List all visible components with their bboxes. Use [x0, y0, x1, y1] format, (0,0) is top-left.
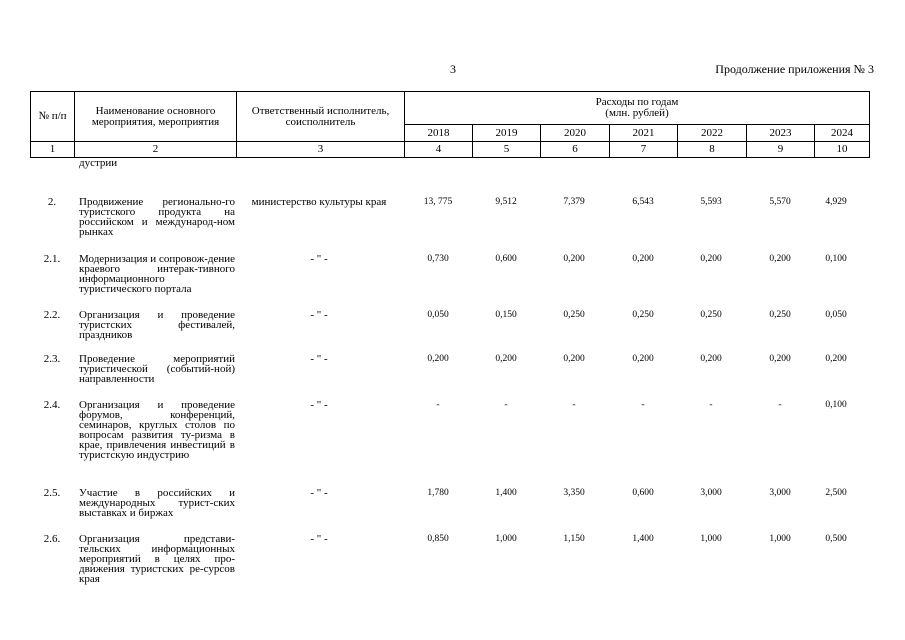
row-number: 2.3. — [43, 353, 61, 365]
value-2023: 5,570 — [769, 197, 791, 207]
value-2021: 0,200 — [632, 354, 654, 364]
value-2023: 0,200 — [769, 354, 791, 364]
value-2024: 2,500 — [825, 488, 847, 498]
row-name: Участие в российских и международных турист-ских выставках и биржах — [79, 487, 235, 519]
value-2018: 0,200 — [427, 354, 449, 364]
column-number: 1 — [31, 142, 75, 158]
column-number: 10 — [815, 142, 870, 158]
header-expenses-unit: (млн. рублей) — [605, 107, 669, 119]
row-number: 2.4. — [43, 399, 61, 411]
value-2023: 0,250 — [769, 310, 791, 320]
value-2021: 0,200 — [632, 254, 654, 264]
value-2019: 0,150 — [495, 310, 517, 320]
header-num: № п/п — [31, 92, 75, 142]
header-responsible: Ответственный исполнитель, соисполнитель — [237, 92, 405, 142]
value-2024: 4,929 — [825, 197, 847, 207]
value-2022: 0,250 — [700, 310, 722, 320]
value-2020: 1,150 — [563, 534, 585, 544]
header-year: 2024 — [815, 125, 870, 142]
header-name: Наименование основного мероприятия, мероприятия — [75, 92, 237, 142]
value-2022: - — [709, 400, 713, 410]
value-2018: 0,730 — [427, 254, 449, 264]
value-2024: 0,500 — [825, 534, 847, 544]
value-2018: - — [436, 400, 440, 410]
value-2021: 6,543 — [632, 197, 654, 207]
value-2020: - — [572, 400, 576, 410]
value-2021: 0,250 — [632, 310, 654, 320]
value-2019: - — [504, 400, 508, 410]
value-2023: 1,000 — [769, 534, 791, 544]
value-2024: 0,200 — [825, 354, 847, 364]
row-responsible: министерство культуры края — [251, 196, 387, 208]
row-responsible: - " - — [310, 399, 328, 411]
row-number: 2.6. — [43, 533, 61, 545]
value-2018: 13, 775 — [423, 197, 453, 207]
value-2021: 0,600 — [632, 488, 654, 498]
value-2021: 1,400 — [632, 534, 654, 544]
header-year: 2019 — [473, 125, 541, 142]
value-2020: 0,200 — [563, 254, 585, 264]
value-2024: 0,050 — [825, 310, 847, 320]
value-2023: 3,000 — [769, 488, 791, 498]
value-2019: 1,000 — [495, 534, 517, 544]
header-year: 2023 — [747, 125, 815, 142]
value-2020: 0,250 — [563, 310, 585, 320]
row-responsible: - " - — [310, 309, 328, 321]
value-2024: 0,100 — [825, 254, 847, 264]
header-year: 2018 — [405, 125, 473, 142]
value-2022: 0,200 — [700, 254, 722, 264]
row-number: 2.2. — [43, 309, 61, 321]
value-2023: - — [778, 400, 782, 410]
row-responsible: - " - — [310, 353, 328, 365]
fragment-text: дустрии — [79, 157, 118, 169]
column-number: 4 — [405, 142, 473, 158]
value-2019: 1,400 — [495, 488, 517, 498]
column-number: 3 — [237, 142, 405, 158]
header-expenses-title: Расходы по годам — [595, 96, 679, 108]
value-2019: 0,200 — [495, 354, 517, 364]
row-number: 2.5. — [43, 487, 61, 499]
table-header — [30, 91, 870, 158]
row-name: Модернизация и сопровож-дение краевого интерак-тивного информационного туристического портала — [79, 253, 235, 295]
value-2018: 1,780 — [427, 488, 449, 498]
header-expenses — [405, 92, 870, 125]
column-number: 2 — [75, 142, 237, 158]
column-number: 8 — [678, 142, 747, 158]
column-number: 7 — [610, 142, 678, 158]
column-number: 5 — [473, 142, 541, 158]
value-2018: 0,850 — [427, 534, 449, 544]
row-name: Организация представи-тельских информационных мероприятий в целях про-движения туристских ре-сурсов края — [79, 533, 235, 585]
column-number: 6 — [541, 142, 610, 158]
value-2022: 3,000 — [700, 488, 722, 498]
row-name: Организация и проведение форумов, конференций, семинаров, круглых столов по вопросам развития ту-ризма в крае, привлечения инвестиций в туристскую индустрию — [79, 399, 235, 461]
value-2022: 1,000 — [700, 534, 722, 544]
value-2020: 7,379 — [563, 197, 585, 207]
page-number: 3 — [450, 62, 456, 76]
value-2019: 0,600 — [495, 254, 517, 264]
header-year: 2022 — [678, 125, 747, 142]
value-2020: 0,200 — [563, 354, 585, 364]
header-year: 2021 — [610, 125, 678, 142]
value-2022: 5,593 — [700, 197, 722, 207]
row-responsible: - " - — [310, 533, 328, 545]
value-2022: 0,200 — [700, 354, 722, 364]
row-number: 2.1. — [43, 253, 61, 265]
continuation-label: Продолжение приложения № 3 — [715, 62, 874, 76]
row-responsible: - " - — [310, 253, 328, 265]
header-year: 2020 — [541, 125, 610, 142]
row-name: Организация и проведение туристских фестивалей, праздников — [79, 309, 235, 341]
row-responsible: - " - — [310, 487, 328, 499]
value-2020: 3,350 — [563, 488, 585, 498]
column-number: 9 — [747, 142, 815, 158]
value-2018: 0,050 — [427, 310, 449, 320]
row-name: Проведение мероприятий туристической (событий-ной) направленности — [79, 353, 235, 385]
value-2019: 9,512 — [495, 197, 517, 207]
value-2023: 0,200 — [769, 254, 791, 264]
value-2024: 0,100 — [825, 400, 847, 410]
row-number: 2. — [47, 196, 57, 208]
value-2021: - — [641, 400, 645, 410]
row-name: Продвижение регионально-го туристского продукта на российском и международ-ном рынках — [79, 196, 235, 238]
